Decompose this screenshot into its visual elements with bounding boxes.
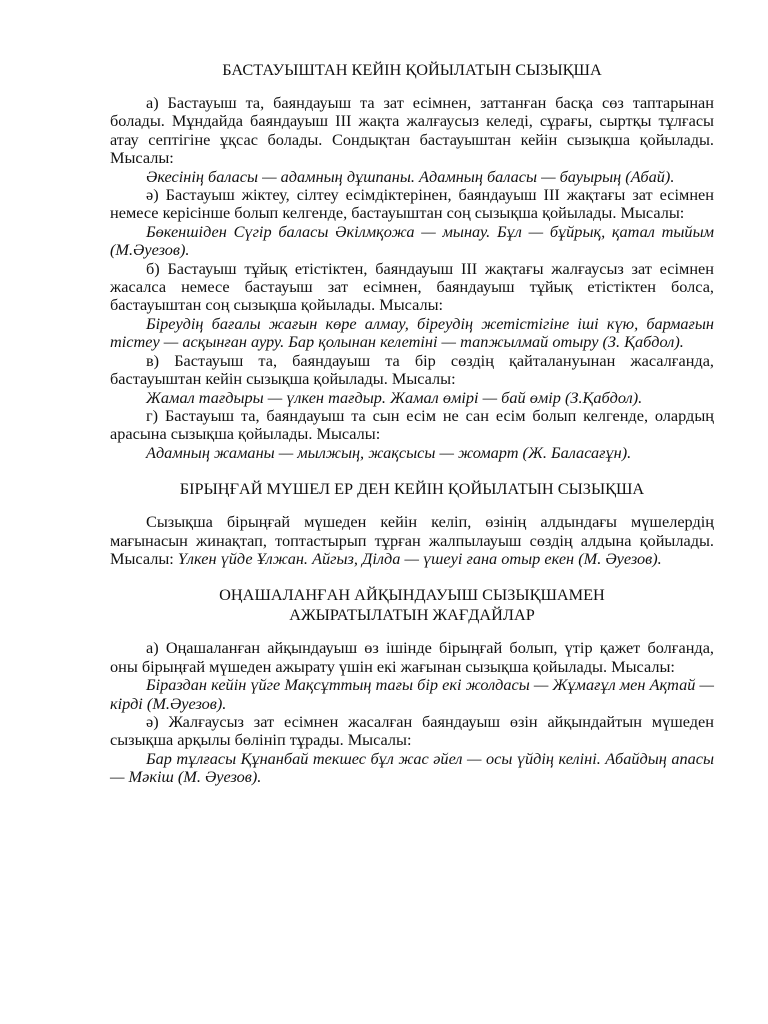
paragraph-apposition-ae: ә) Жалғаусыз зат есімнен жасалған баяндауыш өзін айқындайтын мүшеден сызықша арқылы бөлініп тұрады. Мысалы: bbox=[110, 711, 714, 750]
example-apposition-ae: Бар тұлғасы Құнанбай текшес бұл жас әйел — осы үйдің келіні. Абайдың апасы — Мәкіш (М. Әуезов). bbox=[110, 748, 714, 787]
paragraph-a: а) Бастауыш та, баяндауыш та зат есімнен, заттанған басқа сөз таптарынан болады. Мұндайда баяндауыш ІІІ жақта жалғаусыз келеді, сұрағы, сыртқы тұлғасы атау септігіне ұқсас болады. Сондықтан бастауыштан кейін сызықша қойылады. Мысалы: bbox=[110, 93, 714, 168]
paragraph-homogeneous-example: Үлкен үйде Ұлжан. Айгыз, Ділда — үшеуі ғана отыр екен (М. Әуезов). bbox=[177, 548, 662, 568]
paragraph-g: г) Бастауыш та, баяндауыш та сын есім не сан есім болып келгенде, олардың арасына сызықша қойылады. Мысалы: bbox=[110, 405, 714, 444]
example-b: Біреудің бағалы жағын көре алмау, біреудің жетістігіне іші күю, бармағын тістеу — асқынған ауру. Бар қолынан келетіні — тапжылмай отыру (З. Қабдол). bbox=[110, 313, 714, 352]
paragraph-homogeneous-text: Сызықша бірыңғай мүшеден кейін келіп, өзінің алдындағы мүшелердің мағынасын жинақтап, топтастырып тұрған жалпылауыш сөздің алдына қойылады. Мысалы: bbox=[110, 512, 714, 568]
section-heading-apposition-line2: АЖЫРАТЫЛАТЫН ЖАҒДАЙЛАР bbox=[289, 605, 535, 625]
document-page bbox=[110, 60, 714, 787]
example-v: Жамал тағдыры — үлкен тағдыр. Жамал өмірі — бай өмір (З.Қабдол). bbox=[146, 387, 643, 407]
section-heading-apposition-line1: ОҢАШАЛАНҒАН АЙҚЫНДАУЫШ СЫЗЫҚШАМЕН bbox=[219, 585, 605, 605]
paragraph-b: б) Бастауыш тұйық етістіктен, баяндауыш ІІІ жақтағы жалғаусыз зат есімнен жасалса немесе бастауыш зат есімнен, баяндауыш тұйық етістіктен болса, бастауыштан соң сызықша қойылады. Мысалы: bbox=[110, 258, 714, 315]
example-ae: Бөкеншіден Сүгір баласы Әкілмқожа — мынау. Бұл — бұйрық, қатал тыйым (М.Әуезов). bbox=[110, 221, 714, 260]
example-g: Адамның жаманы — мылжың, жақсысы — жомарт (Ж. Баласағұн). bbox=[146, 442, 632, 462]
section-heading-homogeneous-dash: БІРЫҢҒАЙ МҮШЕЛ ЕР ДЕН КЕЙІН ҚОЙЫЛАТЫН СЫЗЫҚША bbox=[179, 479, 645, 499]
paragraph-apposition-a: а) Оңашаланған айқындауыш өз ішінде бірыңғай болып, үтір қажет болғанда, оны бірыңғай мүшеден ажырату үшін екі жағынан сызықша қойылады. Мысалы: bbox=[110, 638, 714, 676]
section-heading-subject-dash: БАСТАУЫШТАН КЕЙІН ҚОЙЫЛАТЫН СЫЗЫҚША bbox=[222, 60, 602, 79]
example-a: Әкесінің баласы — адамның дұшпаны. Адамның баласы — бауырың (Абай). bbox=[146, 166, 675, 186]
paragraph-ae: ә) Бастауыш жіктеу, сілтеу есімдіктерінен, баяндауыш ІІІ жақтағы зат есімнен немесе керісінше болып келгенде, бастауыштан соң сызықша қойылады. Мысалы: bbox=[110, 185, 714, 223]
example-apposition-a: Біраздан кейін үйге Мақсұттың тағы бір екі жолдасы — Жұмағұл мен Ақтай — кірді (М.Әуезов). bbox=[110, 675, 714, 713]
paragraph-v: в) Бастауыш та, баяндауыш та бір сөздің қайталануынан жасалғанда, бастауыштан кейін сызықша қойылады. Мысалы: bbox=[110, 350, 714, 389]
paragraph-homogeneous bbox=[110, 513, 714, 568]
